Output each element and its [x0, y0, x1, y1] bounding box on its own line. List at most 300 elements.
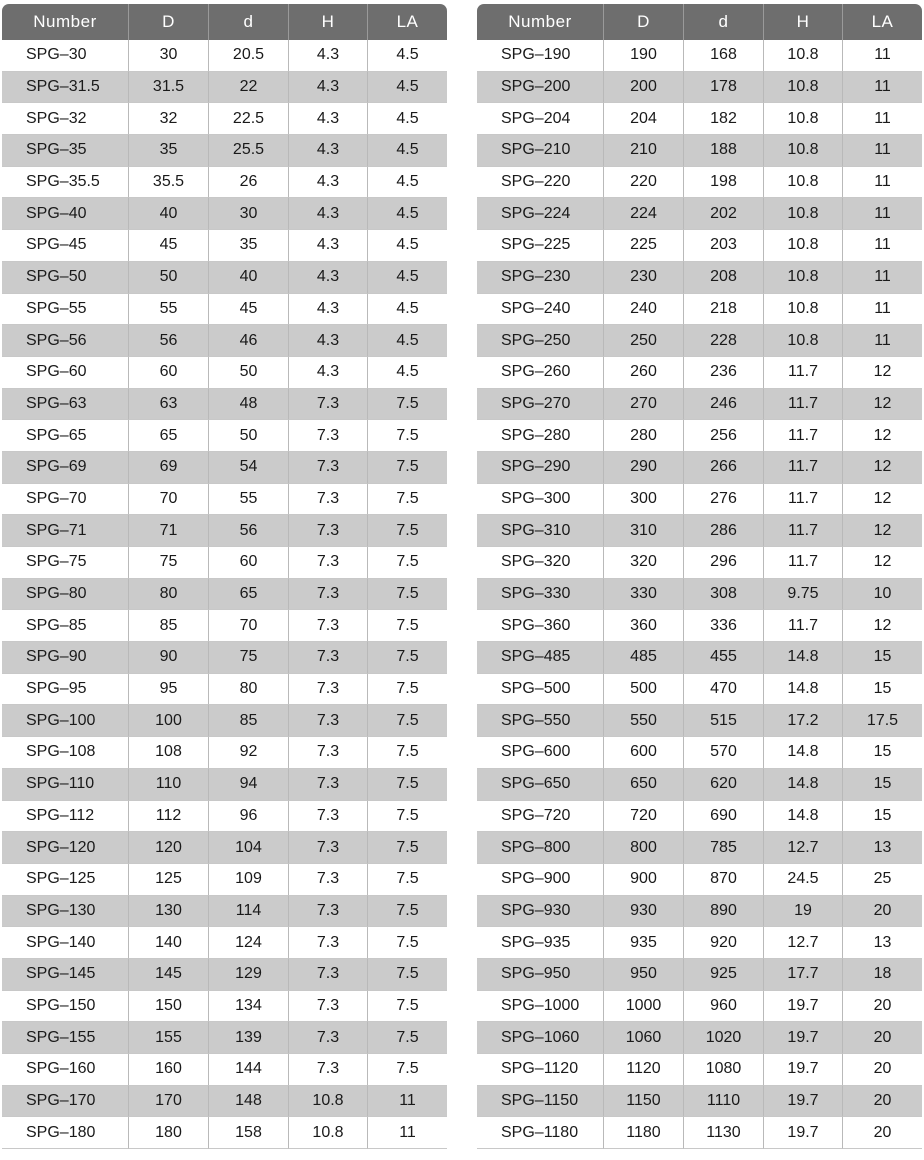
cell-number: SPG–720 [477, 801, 604, 833]
cell-la: 7.5 [368, 927, 447, 959]
cell-number: SPG–130 [2, 896, 129, 928]
table-row [2, 674, 447, 706]
cell-outer-diameter: 75 [129, 547, 209, 579]
cell-la: 15 [843, 769, 922, 801]
cell-outer-diameter: 360 [604, 610, 684, 642]
cell-outer-diameter: 145 [129, 959, 209, 991]
table-row [477, 991, 922, 1023]
cell-number: SPG–31.5 [2, 72, 129, 104]
cell-la: 10 [843, 579, 922, 611]
cell-outer-diameter: 180 [129, 1117, 209, 1149]
cell-inner-diameter: 114 [209, 896, 289, 928]
cell-inner-diameter: 94 [209, 769, 289, 801]
cell-height: 10.8 [764, 103, 843, 135]
cell-outer-diameter: 950 [604, 959, 684, 991]
table-row [2, 325, 447, 357]
table-header-row [2, 4, 447, 40]
cell-height: 4.3 [289, 294, 368, 326]
cell-height: 11.7 [764, 357, 843, 389]
table-row [477, 103, 922, 135]
cell-la: 13 [843, 832, 922, 864]
cell-height: 7.3 [289, 674, 368, 706]
cell-la: 7.5 [368, 610, 447, 642]
table-row [2, 1117, 447, 1149]
cell-la: 20 [843, 896, 922, 928]
cell-height: 7.3 [289, 420, 368, 452]
table-row [477, 452, 922, 484]
table-row [2, 484, 447, 516]
table-row [477, 864, 922, 896]
cell-outer-diameter: 720 [604, 801, 684, 833]
cell-inner-diameter: 690 [684, 801, 764, 833]
cell-la: 7.5 [368, 674, 447, 706]
table-row [2, 389, 447, 421]
table-row [2, 959, 447, 991]
cell-outer-diameter: 71 [129, 515, 209, 547]
cell-outer-diameter: 45 [129, 230, 209, 262]
cell-number: SPG–1060 [477, 1022, 604, 1054]
cell-la: 7.5 [368, 737, 447, 769]
cell-outer-diameter: 70 [129, 484, 209, 516]
cell-outer-diameter: 112 [129, 801, 209, 833]
cell-height: 19.7 [764, 1054, 843, 1086]
cell-outer-diameter: 32 [129, 103, 209, 135]
cell-number: SPG–225 [477, 230, 604, 262]
cell-number: SPG–150 [2, 991, 129, 1023]
cell-number: SPG–800 [477, 832, 604, 864]
cell-outer-diameter: 935 [604, 927, 684, 959]
cell-la: 13 [843, 927, 922, 959]
cell-number: SPG–75 [2, 547, 129, 579]
cell-height: 4.3 [289, 230, 368, 262]
cell-inner-diameter: 96 [209, 801, 289, 833]
cell-outer-diameter: 35 [129, 135, 209, 167]
table-row [477, 1022, 922, 1054]
cell-outer-diameter: 56 [129, 325, 209, 357]
cell-la: 17.5 [843, 705, 922, 737]
table-row [2, 864, 447, 896]
cell-la: 12 [843, 452, 922, 484]
cell-height: 19.7 [764, 1022, 843, 1054]
cell-inner-diameter: 45 [209, 294, 289, 326]
cell-inner-diameter: 202 [684, 198, 764, 230]
cell-inner-diameter: 218 [684, 294, 764, 326]
cell-outer-diameter: 190 [604, 40, 684, 72]
cell-inner-diameter: 134 [209, 991, 289, 1023]
cell-outer-diameter: 60 [129, 357, 209, 389]
cell-height: 7.3 [289, 1054, 368, 1086]
cell-outer-diameter: 1000 [604, 991, 684, 1023]
cell-outer-diameter: 35.5 [129, 167, 209, 199]
cell-inner-diameter: 70 [209, 610, 289, 642]
table-row [477, 959, 922, 991]
table-row [2, 801, 447, 833]
cell-la: 4.5 [368, 230, 447, 262]
cell-height: 12.7 [764, 832, 843, 864]
cell-outer-diameter: 1120 [604, 1054, 684, 1086]
cell-la: 4.5 [368, 262, 447, 294]
table-row [2, 262, 447, 294]
spec-table-right [477, 4, 922, 1149]
cell-inner-diameter: 208 [684, 262, 764, 294]
cell-height: 4.3 [289, 72, 368, 104]
table-row [2, 357, 447, 389]
cell-inner-diameter: 65 [209, 579, 289, 611]
cell-height: 7.3 [289, 959, 368, 991]
cell-outer-diameter: 220 [604, 167, 684, 199]
cell-height: 4.3 [289, 357, 368, 389]
cell-inner-diameter: 570 [684, 737, 764, 769]
table-row [2, 420, 447, 452]
cell-inner-diameter: 308 [684, 579, 764, 611]
cell-height: 7.3 [289, 705, 368, 737]
cell-height: 17.2 [764, 705, 843, 737]
cell-height: 9.75 [764, 579, 843, 611]
column-header-outer-diameter: D [129, 4, 209, 40]
cell-outer-diameter: 250 [604, 325, 684, 357]
cell-number: SPG–300 [477, 484, 604, 516]
cell-inner-diameter: 920 [684, 927, 764, 959]
cell-inner-diameter: 785 [684, 832, 764, 864]
cell-la: 11 [843, 103, 922, 135]
cell-inner-diameter: 228 [684, 325, 764, 357]
cell-number: SPG–140 [2, 927, 129, 959]
cell-number: SPG–160 [2, 1054, 129, 1086]
cell-inner-diameter: 1080 [684, 1054, 764, 1086]
cell-number: SPG–30 [2, 40, 129, 72]
table-row [477, 515, 922, 547]
cell-inner-diameter: 870 [684, 864, 764, 896]
cell-number: SPG–360 [477, 610, 604, 642]
cell-la: 7.5 [368, 642, 447, 674]
cell-inner-diameter: 236 [684, 357, 764, 389]
cell-outer-diameter: 160 [129, 1054, 209, 1086]
cell-outer-diameter: 290 [604, 452, 684, 484]
cell-outer-diameter: 550 [604, 705, 684, 737]
cell-height: 4.3 [289, 198, 368, 230]
table-row [477, 72, 922, 104]
cell-outer-diameter: 80 [129, 579, 209, 611]
table-row [477, 801, 922, 833]
cell-inner-diameter: 139 [209, 1022, 289, 1054]
cell-la: 4.5 [368, 294, 447, 326]
cell-outer-diameter: 930 [604, 896, 684, 928]
cell-height: 4.3 [289, 262, 368, 294]
cell-la: 11 [843, 198, 922, 230]
cell-height: 7.3 [289, 832, 368, 864]
cell-la: 4.5 [368, 135, 447, 167]
cell-number: SPG–485 [477, 642, 604, 674]
table-row [477, 294, 922, 326]
column-header-height: H [764, 4, 843, 40]
cell-height: 7.3 [289, 515, 368, 547]
cell-inner-diameter: 515 [684, 705, 764, 737]
cell-la: 12 [843, 420, 922, 452]
table-row [477, 769, 922, 801]
cell-number: SPG–240 [477, 294, 604, 326]
cell-height: 7.3 [289, 547, 368, 579]
cell-height: 7.3 [289, 610, 368, 642]
column-header-number: Number [2, 4, 129, 40]
cell-height: 7.3 [289, 864, 368, 896]
cell-inner-diameter: 30 [209, 198, 289, 230]
table-row [477, 389, 922, 421]
cell-number: SPG–95 [2, 674, 129, 706]
cell-la: 20 [843, 1022, 922, 1054]
cell-outer-diameter: 130 [129, 896, 209, 928]
cell-height: 11.7 [764, 389, 843, 421]
cell-inner-diameter: 80 [209, 674, 289, 706]
cell-inner-diameter: 22.5 [209, 103, 289, 135]
cell-height: 14.8 [764, 674, 843, 706]
cell-height: 10.8 [289, 1117, 368, 1149]
cell-outer-diameter: 65 [129, 420, 209, 452]
cell-inner-diameter: 960 [684, 991, 764, 1023]
table-row [2, 103, 447, 135]
cell-number: SPG–650 [477, 769, 604, 801]
cell-la: 7.5 [368, 420, 447, 452]
cell-la: 11 [843, 167, 922, 199]
cell-inner-diameter: 455 [684, 642, 764, 674]
cell-inner-diameter: 35 [209, 230, 289, 262]
table-row [2, 515, 447, 547]
cell-height: 7.3 [289, 737, 368, 769]
table-row [2, 896, 447, 928]
cell-la: 11 [843, 262, 922, 294]
cell-inner-diameter: 25.5 [209, 135, 289, 167]
cell-inner-diameter: 50 [209, 420, 289, 452]
table-row [477, 832, 922, 864]
cell-outer-diameter: 40 [129, 198, 209, 230]
cell-number: SPG–270 [477, 389, 604, 421]
table-row [477, 1054, 922, 1086]
cell-number: SPG–85 [2, 610, 129, 642]
cell-inner-diameter: 276 [684, 484, 764, 516]
cell-la: 4.5 [368, 40, 447, 72]
cell-la: 11 [843, 325, 922, 357]
cell-la: 11 [368, 1086, 447, 1118]
cell-outer-diameter: 63 [129, 389, 209, 421]
cell-height: 11.7 [764, 420, 843, 452]
cell-number: SPG–35 [2, 135, 129, 167]
cell-outer-diameter: 224 [604, 198, 684, 230]
cell-height: 7.3 [289, 389, 368, 421]
cell-height: 11.7 [764, 515, 843, 547]
table-row [2, 610, 447, 642]
cell-outer-diameter: 170 [129, 1086, 209, 1118]
cell-inner-diameter: 188 [684, 135, 764, 167]
cell-outer-diameter: 260 [604, 357, 684, 389]
cell-inner-diameter: 182 [684, 103, 764, 135]
column-header-la: LA [843, 4, 922, 40]
cell-inner-diameter: 40 [209, 262, 289, 294]
cell-number: SPG–110 [2, 769, 129, 801]
cell-la: 15 [843, 642, 922, 674]
cell-number: SPG–90 [2, 642, 129, 674]
cell-la: 11 [843, 135, 922, 167]
cell-outer-diameter: 280 [604, 420, 684, 452]
cell-height: 7.3 [289, 484, 368, 516]
cell-number: SPG–55 [2, 294, 129, 326]
table-row [477, 1117, 922, 1149]
cell-number: SPG–230 [477, 262, 604, 294]
table-row [2, 135, 447, 167]
table-row [2, 705, 447, 737]
cell-outer-diameter: 110 [129, 769, 209, 801]
cell-la: 7.5 [368, 801, 447, 833]
cell-height: 14.8 [764, 737, 843, 769]
cell-number: SPG–250 [477, 325, 604, 357]
column-header-outer-diameter: D [604, 4, 684, 40]
cell-height: 10.8 [764, 230, 843, 262]
cell-la: 7.5 [368, 991, 447, 1023]
cell-number: SPG–56 [2, 325, 129, 357]
cell-la: 7.5 [368, 896, 447, 928]
table-row [2, 40, 447, 72]
cell-inner-diameter: 26 [209, 167, 289, 199]
cell-inner-diameter: 198 [684, 167, 764, 199]
cell-height: 7.3 [289, 927, 368, 959]
cell-height: 4.3 [289, 135, 368, 167]
cell-number: SPG–290 [477, 452, 604, 484]
cell-inner-diameter: 890 [684, 896, 764, 928]
cell-outer-diameter: 600 [604, 737, 684, 769]
cell-la: 20 [843, 991, 922, 1023]
cell-height: 7.3 [289, 991, 368, 1023]
cell-number: SPG–108 [2, 737, 129, 769]
cell-outer-diameter: 90 [129, 642, 209, 674]
cell-height: 19 [764, 896, 843, 928]
table-row [477, 40, 922, 72]
cell-la: 7.5 [368, 1054, 447, 1086]
table-row [477, 705, 922, 737]
cell-height: 10.8 [764, 198, 843, 230]
cell-outer-diameter: 270 [604, 389, 684, 421]
cell-number: SPG–180 [2, 1117, 129, 1149]
cell-la: 20 [843, 1117, 922, 1149]
cell-outer-diameter: 125 [129, 864, 209, 896]
cell-inner-diameter: 336 [684, 610, 764, 642]
cell-height: 4.3 [289, 167, 368, 199]
cell-number: SPG–280 [477, 420, 604, 452]
table-body-right [477, 40, 922, 1149]
table-row [477, 262, 922, 294]
cell-number: SPG–1150 [477, 1086, 604, 1118]
cell-number: SPG–220 [477, 167, 604, 199]
cell-height: 7.3 [289, 579, 368, 611]
cell-height: 4.3 [289, 40, 368, 72]
cell-inner-diameter: 148 [209, 1086, 289, 1118]
cell-inner-diameter: 129 [209, 959, 289, 991]
cell-outer-diameter: 650 [604, 769, 684, 801]
cell-height: 10.8 [289, 1086, 368, 1118]
cell-number: SPG–145 [2, 959, 129, 991]
cell-outer-diameter: 100 [129, 705, 209, 737]
cell-outer-diameter: 320 [604, 547, 684, 579]
column-header-number: Number [477, 4, 604, 40]
cell-outer-diameter: 155 [129, 1022, 209, 1054]
cell-inner-diameter: 48 [209, 389, 289, 421]
cell-number: SPG–204 [477, 103, 604, 135]
cell-number: SPG–210 [477, 135, 604, 167]
cell-la: 18 [843, 959, 922, 991]
cell-la: 7.5 [368, 579, 447, 611]
cell-inner-diameter: 1110 [684, 1086, 764, 1118]
cell-number: SPG–1000 [477, 991, 604, 1023]
cell-number: SPG–120 [2, 832, 129, 864]
cell-inner-diameter: 54 [209, 452, 289, 484]
cell-la: 15 [843, 801, 922, 833]
cell-number: SPG–63 [2, 389, 129, 421]
cell-outer-diameter: 1180 [604, 1117, 684, 1149]
cell-number: SPG–32 [2, 103, 129, 135]
table-row [2, 1022, 447, 1054]
cell-number: SPG–40 [2, 198, 129, 230]
cell-la: 15 [843, 737, 922, 769]
cell-la: 4.5 [368, 198, 447, 230]
table-row [2, 832, 447, 864]
cell-number: SPG–260 [477, 357, 604, 389]
cell-outer-diameter: 200 [604, 72, 684, 104]
cell-height: 11.7 [764, 547, 843, 579]
cell-number: SPG–69 [2, 452, 129, 484]
table-row [2, 1054, 447, 1086]
cell-height: 10.8 [764, 40, 843, 72]
cell-height: 10.8 [764, 135, 843, 167]
cell-inner-diameter: 104 [209, 832, 289, 864]
cell-inner-diameter: 203 [684, 230, 764, 262]
table-row [2, 737, 447, 769]
cell-number: SPG–935 [477, 927, 604, 959]
cell-inner-diameter: 246 [684, 389, 764, 421]
column-header-height: H [289, 4, 368, 40]
cell-outer-diameter: 900 [604, 864, 684, 896]
cell-height: 12.7 [764, 927, 843, 959]
cell-la: 11 [843, 40, 922, 72]
cell-height: 7.3 [289, 642, 368, 674]
cell-la: 11 [843, 294, 922, 326]
cell-inner-diameter: 144 [209, 1054, 289, 1086]
cell-height: 19.7 [764, 991, 843, 1023]
cell-number: SPG–320 [477, 547, 604, 579]
column-header-inner-diameter: d [209, 4, 289, 40]
cell-outer-diameter: 230 [604, 262, 684, 294]
cell-outer-diameter: 150 [129, 991, 209, 1023]
cell-outer-diameter: 31.5 [129, 72, 209, 104]
cell-height: 10.8 [764, 325, 843, 357]
cell-height: 7.3 [289, 452, 368, 484]
cell-number: SPG–60 [2, 357, 129, 389]
cell-la: 7.5 [368, 515, 447, 547]
cell-outer-diameter: 95 [129, 674, 209, 706]
cell-la: 12 [843, 515, 922, 547]
table-row [2, 1086, 447, 1118]
cell-la: 4.5 [368, 357, 447, 389]
cell-la: 4.5 [368, 72, 447, 104]
column-header-inner-diameter: d [684, 4, 764, 40]
cell-height: 10.8 [764, 262, 843, 294]
cell-height: 4.3 [289, 325, 368, 357]
cell-outer-diameter: 120 [129, 832, 209, 864]
table-row [2, 991, 447, 1023]
cell-number: SPG–155 [2, 1022, 129, 1054]
cell-inner-diameter: 50 [209, 357, 289, 389]
table-row [2, 294, 447, 326]
cell-outer-diameter: 140 [129, 927, 209, 959]
table-row [477, 198, 922, 230]
table-row [477, 325, 922, 357]
cell-height: 7.3 [289, 896, 368, 928]
